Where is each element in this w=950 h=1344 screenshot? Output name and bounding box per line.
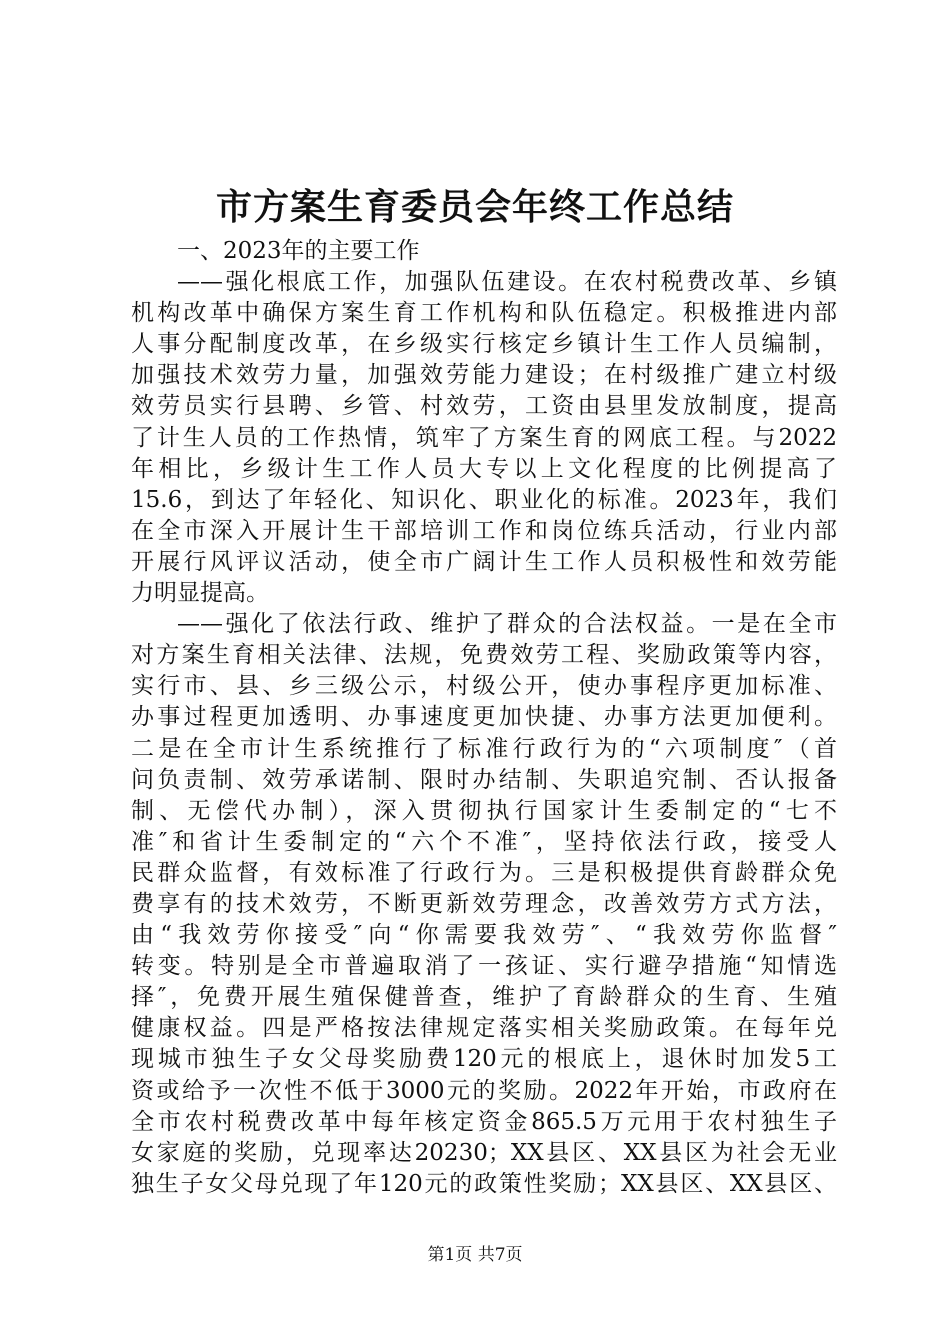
text-line: 人事分配制度改革，在乡级实行核定乡镇计生工作人员编制， bbox=[131, 331, 837, 358]
text-line: 准″和省计生委制定的“六个不准″，坚持依法行政，接受人 bbox=[131, 828, 837, 855]
text-line: 费享有的技术效劳，不断更新效劳理念，改善效劳方式方法， bbox=[131, 890, 837, 917]
text-line: 效劳员实行县聘、乡管、村效劳，工资由县里发放制度，提高 bbox=[131, 393, 837, 420]
text-line: 对方案生育相关法律、法规，免费效劳工程、奖励政策等内容， bbox=[131, 642, 837, 669]
text-line: ——强化了依法行政、维护了群众的合法权益。一是在全市 bbox=[177, 611, 837, 638]
text-line: 办事过程更加透明、办事速度更加快捷、办事方法更加便利。 bbox=[131, 704, 837, 731]
page-footer: 第1页 共7页 bbox=[427, 1245, 523, 1265]
text-line: 资或给予一次性不低于3000元的奖励。2022年开始，市政府在 bbox=[131, 1077, 837, 1104]
text-line: 由“我效劳你接受″向“你需要我效劳″、“我效劳你监督″ bbox=[131, 922, 837, 949]
text-line: 制、无偿代办制），深入贯彻执行国家计生委制定的“七不 bbox=[131, 797, 837, 824]
text-line: 独生子女父母兑现了年120元的政策性奖励；XX县区、XX县区、 bbox=[131, 1170, 837, 1197]
text-line: 女家庭的奖励，兑现率达20230；XX县区、XX县区为社会无业 bbox=[131, 1139, 837, 1166]
document-body bbox=[131, 236, 837, 1200]
text-line: 民群众监督，有效标准了行政行为。三是积极提供育龄群众免 bbox=[131, 859, 837, 886]
text-line: 择″，免费开展生殖保健普查，维护了育龄群众的生育、生殖 bbox=[131, 984, 837, 1011]
text-line: 机构改革中确保方案生育工作机构和队伍稳定。积极推进内部 bbox=[131, 300, 837, 327]
text-line: 二是在全市计生系统推行了标准行政行为的“六项制度″（首 bbox=[131, 735, 837, 762]
text-line: 在全市深入开展计生干部培训工作和岗位练兵活动，行业内部 bbox=[131, 517, 837, 544]
text-line: 年相比，乡级计生工作人员大专以上文化程度的比例提高了 bbox=[131, 455, 837, 482]
text-line: 实行市、县、乡三级公示，村级公开，使办事程序更加标准、 bbox=[131, 673, 837, 700]
text-line: 开展行风评议活动，使全市广阔计生工作人员积极性和效劳能 bbox=[131, 548, 837, 575]
text-line: 问负责制、效劳承诺制、限时办结制、失职追究制、否认报备 bbox=[131, 766, 837, 793]
section-heading: 一、2023年的主要工作 bbox=[177, 238, 420, 264]
text-line: 了计生人员的工作热情，筑牢了方案生育的网底工程。与2022 bbox=[131, 424, 837, 451]
text-line: 力明显提高。 bbox=[131, 580, 269, 607]
paragraph-lines bbox=[131, 267, 837, 1200]
text-line: 15.6，到达了年轻化、知识化、职业化的标准。2023年，我们 bbox=[131, 486, 837, 513]
text-line: 加强技术效劳力量，加强效劳能力建设；在村级推广建立村级 bbox=[131, 362, 837, 389]
text-line: 全市农村税费改革中每年核定资金865.5万元用于农村独生子 bbox=[131, 1108, 837, 1135]
document-title: 市方案生育委员会年终工作总结 bbox=[215, 186, 734, 228]
text-line: 现城市独生子女父母奖励费120元的根底上，退休时加发5工 bbox=[131, 1046, 837, 1073]
text-line: 转变。特别是全市普遍取消了一孩证、实行避孕措施“知情选 bbox=[131, 953, 837, 980]
text-line: 健康权益。四是严格按法律规定落实相关奖励政策。在每年兑 bbox=[131, 1015, 837, 1042]
text-line: ——强化根底工作，加强队伍建设。在农村税费改革、乡镇 bbox=[177, 269, 837, 296]
